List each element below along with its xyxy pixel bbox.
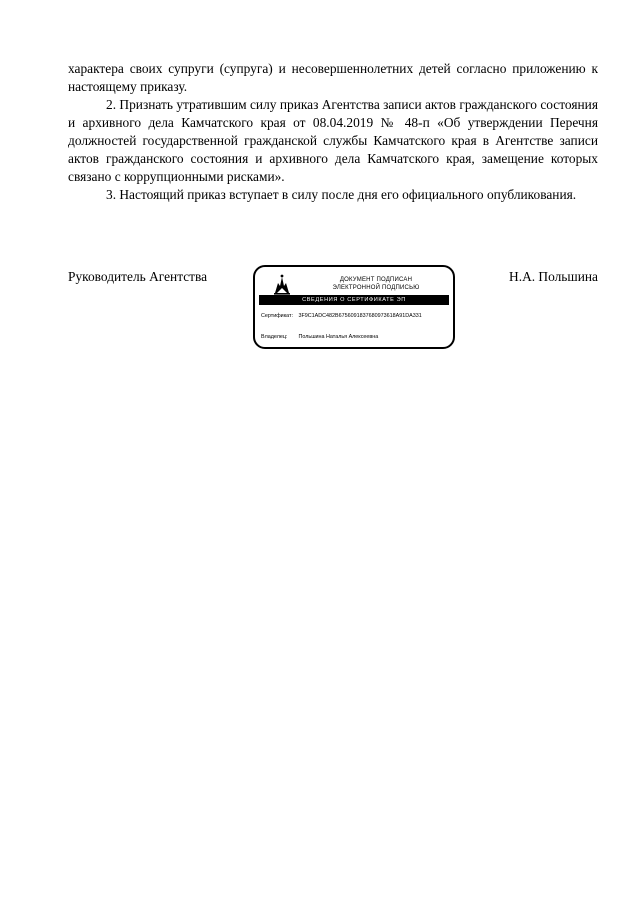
paragraph-continuation: характера своих супруги (супруга) и несовершеннолетних детей согласно приложению к настоящему приказу. [68, 61, 598, 94]
paragraph-item-2: 2. Признать утратившим силу приказ Агентства записи актов гражданского состояния и архивного дела Камчатского края от 08.04.2019 № 48-п «Об утверждении Перечня должностей государственной гражданской службы Камчатского края в Агентстве записи актов гражданского состояния и архивного дела Камчатского края, замещение которых связано с коррупционными рисками». [68, 97, 598, 184]
paragraph-item-3: 3. Настоящий приказ вступает в силу после дня его официального опубликования. [106, 187, 577, 202]
stamp-title-line2: ЭЛЕКТРОННОЙ ПОДПИСЬЮ [332, 285, 420, 291]
stamp-certificate-row [261, 312, 422, 320]
owner-value: Польшина Наталья Алексеевна [298, 334, 379, 340]
coat-of-arms-icon [273, 273, 291, 295]
stamp-title [311, 276, 441, 292]
electronic-signature-stamp [253, 265, 455, 349]
signature-block [68, 268, 598, 358]
signer-name: Н.А. Польшина [509, 269, 598, 284]
stamp-certificate-header: СВЕДЕНИЯ О СЕРТИФИКАТЕ ЭП [259, 295, 449, 305]
owner-label: Владелец: [261, 334, 288, 340]
signer-position: Руководитель Агентства [68, 269, 208, 284]
stamp-title-line1: ДОКУМЕНТ ПОДПИСАН [339, 277, 413, 283]
certificate-label: Сертификат: [261, 313, 294, 319]
stamp-owner-row [261, 333, 378, 341]
document-body [68, 60, 598, 204]
certificate-value: 3F9C1ADC482B6756091837680973618A91DA331 [298, 313, 422, 319]
